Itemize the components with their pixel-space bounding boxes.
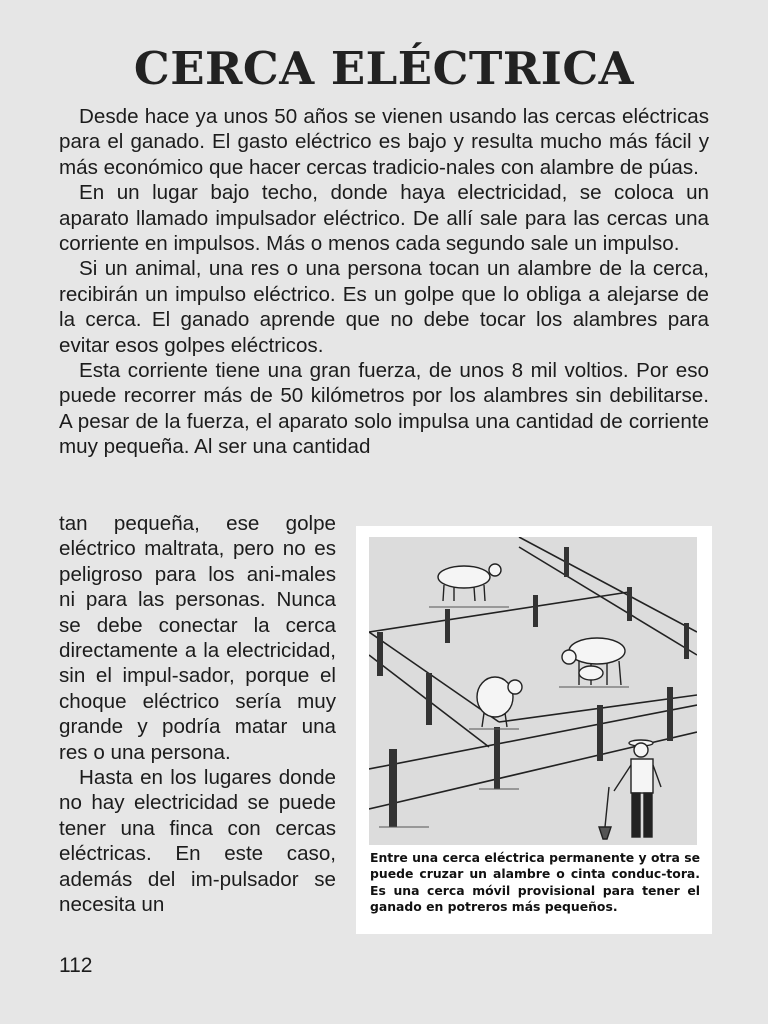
figure [356, 526, 712, 934]
page-number: 112 [59, 954, 93, 977]
article-body-left-column [59, 511, 336, 918]
paragraph-1: Desde hace ya unos 50 años se vienen usando las cercas eléctricas para el ganado. El gasto eléctrico es bajo y resulta mucho más fácil y más económico que hacer cercas tradicio-nales con alambre de púas. [59, 105, 709, 179]
article-body-top [59, 104, 709, 460]
illustration-svg [369, 537, 697, 845]
paragraph-4: Esta corriente tiene una gran fuerza, de unos 8 mil voltios. Por eso puede recorrer más de 50 kilómetros por los alambres sin debilitarse. A pesar de la fuerza, el aparato solo impulsa una cantidad de corriente muy pequeña. Al ser una cantidad [59, 359, 709, 459]
paragraph-6: Hasta en los lugares donde no hay electricidad se puede tener una finca con cercas eléctricas. En este caso, además del im-pulsador se necesita un [59, 766, 336, 917]
paragraph-2: En un lugar bajo techo, donde haya electricidad, se coloca un aparato llamado impulsador eléctrico. De allí sale para las cercas una corriente en impulsos. Más o menos cada segundo sale un impulso. [59, 181, 709, 256]
paragraph-5: tan pequeña, ese golpe eléctrico maltrata, pero no es peligroso para los ani-males ni para las personas. Nunca se debe conectar la cerca directamente a la electricidad, sin el impul-sador, porque el choque eléctrico sería muy grande y podría matar una res o una persona. [59, 512, 336, 764]
fence-cattle-farmer-illustration [369, 537, 697, 845]
page-title: CERCA ELÉCTRICA [133, 42, 635, 95]
figure-caption: Entre una cerca eléctrica permanente y otra se puede cruzar un alambre o cinta conduc-tora. Es una cerca móvil provisional para tener el ganado en potreros más pequeños. [370, 850, 700, 915]
paragraph-3: Si un animal, una res o una persona tocan un alambre de la cerca, recibirán un impulso eléctrico. Es un golpe que lo obliga a alejarse de la cerca. El ganado aprende que no debe tocar los alambres para evitar esos golpes eléctricos. [59, 257, 709, 357]
